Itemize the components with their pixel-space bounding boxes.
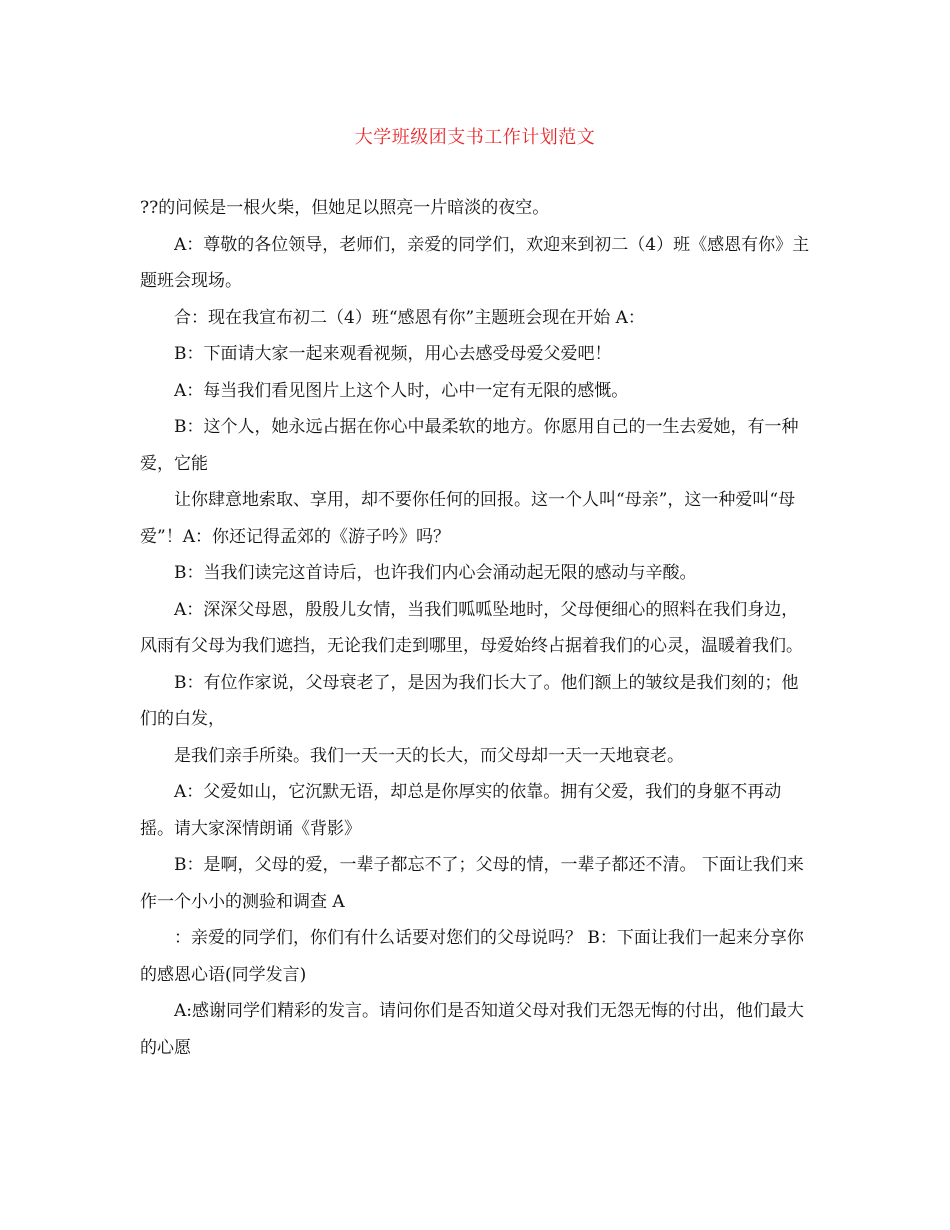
paragraph: B：有位作家说，父母衰老了，是因为我们长大了。他们额上的皱纹是我们刻的；他们的白发，: [140, 672, 799, 729]
paragraph: B：下面请大家一起来观看视频，用心去感受母爱父爱吧！: [174, 344, 612, 364]
document-body: [140, 190, 812, 1066]
paragraph: A:感谢同学们精彩的发言。请问你们是否知道父母对我们无怨无悔的付出，他们最大的心愿: [140, 1001, 805, 1058]
paragraph: A：每当我们看见图片上这个人时，心中一定有无限的感慨。: [174, 380, 629, 401]
paragraph: 合：现在我宣布初二（4）班“感恩有你”主题班会现在开始 A：: [174, 307, 645, 328]
paragraph: 让你肆意地索取、享用，却不要你任何的回报。这一个人叫“母亲”，这一种爱叫“母爱”！A：你还记得孟郊的《游子吟》吗？: [140, 490, 796, 547]
paragraph: A：深深父母恩，殷殷儿女情，当我们呱呱坠地时，父母便细心的照料在我们身边，风雨有父母为我们遮挡，无论我们走到哪里，母爱始终占据着我们的心灵，温暖着我们。: [140, 599, 803, 656]
paragraph: ??的问候是一根火柴，但她足以照亮一片暗淡的夜空。: [140, 198, 550, 218]
paragraph: B：当我们读完这首诗后，也许我们内心会涌动起无限的感动与辛酸。: [174, 563, 697, 583]
paragraph: A：尊敬的各位领导，老师们，亲爱的同学们，欢迎来到初二（4）班《感恩有你》主题班会现场。: [140, 234, 810, 291]
document-title: 大学班级团支书工作计划范文: [354, 127, 596, 148]
paragraph: B：这个人，她永远占据在你心中最柔软的地方。你愿用自己的一生去爱她，有一种爱，它能: [140, 417, 799, 474]
paragraph: B：是啊，父母的爱，一辈子都忘不了；父母的情，一辈子都还不清。 下面让我们来作一个小小的测验和调查 A: [140, 855, 804, 912]
paragraph: ：亲爱的同学们，你们有什么话要对您们的父母说吗？ B：下面让我们一起来分享你的感恩心语(同学发言): [140, 928, 804, 985]
paragraph: 是我们亲手所染。我们一天一天的长大，而父母却一天一天地衰老。: [174, 745, 684, 766]
paragraph: A：父爱如山，它沉默无语，却总是你厚实的依靠。拥有父爱，我们的身躯不再动摇。请大家深情朗诵《背影》: [140, 782, 782, 839]
